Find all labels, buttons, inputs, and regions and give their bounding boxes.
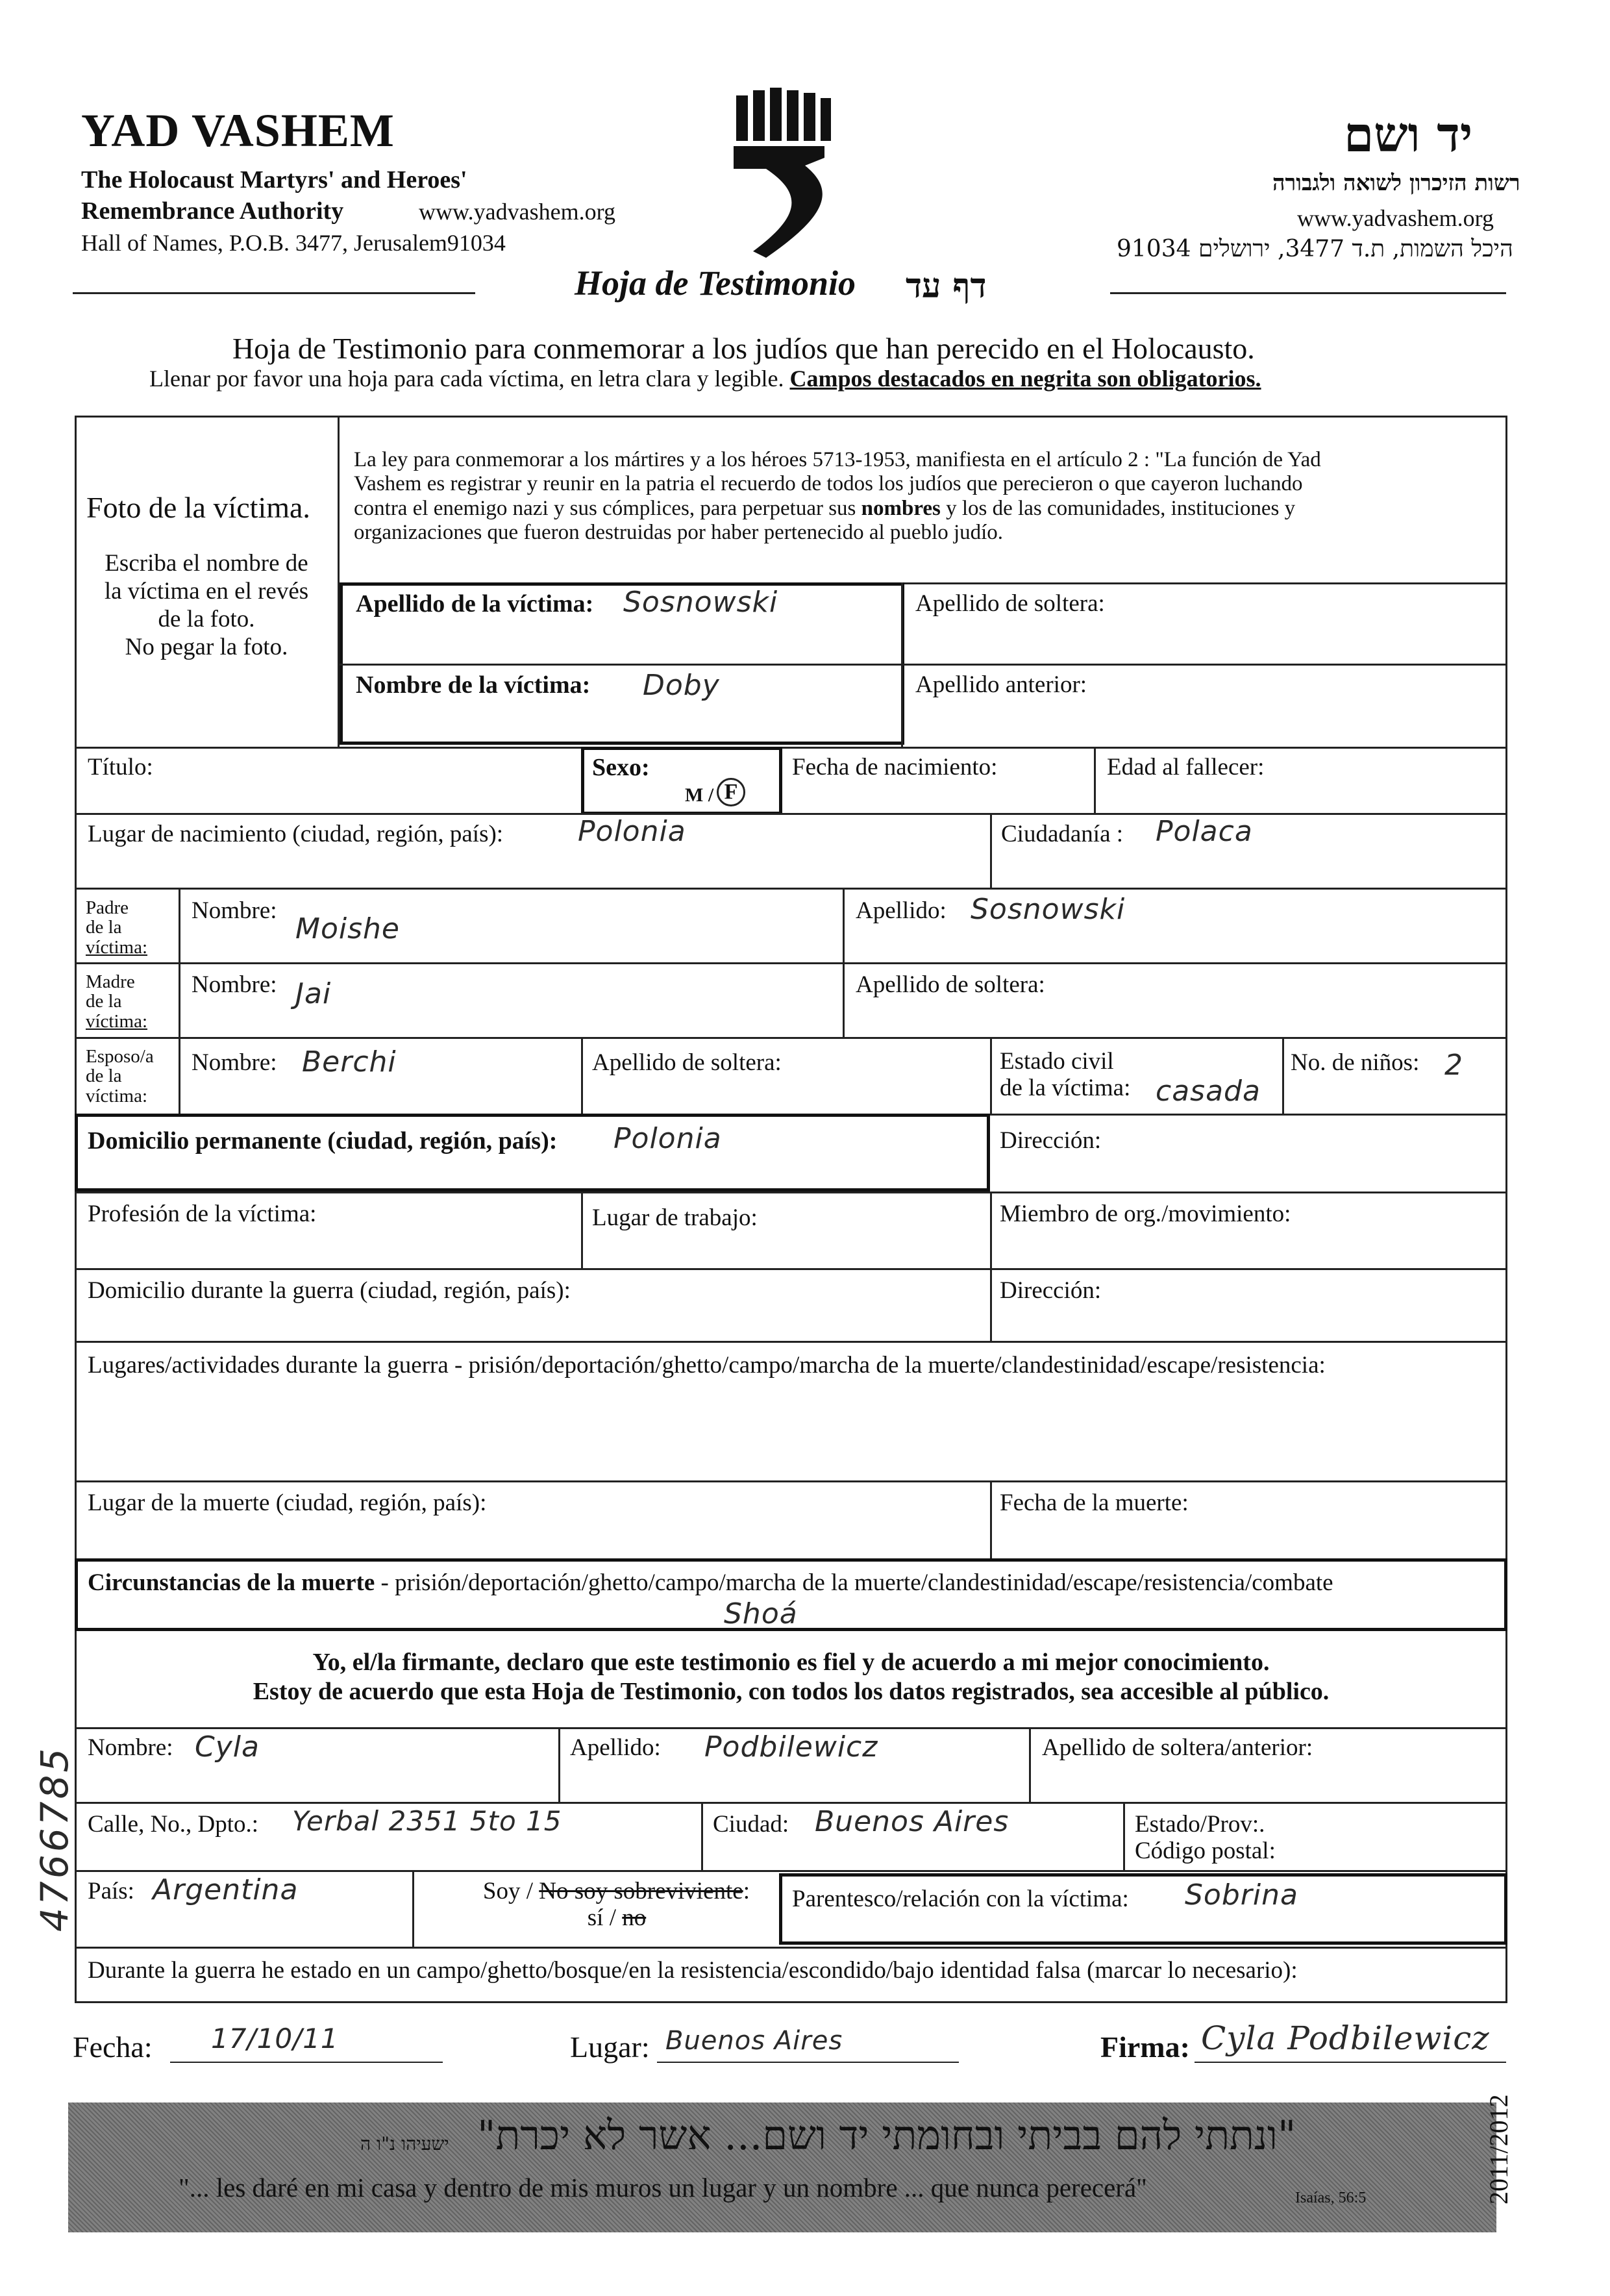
street-value[interactable]: Yerbal 2351 5to 15 — [292, 1805, 562, 1837]
civil-label-2: de la víctima: — [1000, 1074, 1131, 1101]
form-title-he: דף עד — [906, 266, 987, 306]
yad-vashem-logo — [727, 88, 837, 263]
law-line3-a: contra el enemigo nazi y sus cómplices, para perpetuar sus — [354, 496, 861, 520]
place-value[interactable]: Buenos Aires — [665, 2026, 843, 2056]
banner-es: "... les daré en mi casa y dentro de mis muros un lugar y un nombre ... que nunca perecerá" — [179, 2173, 1147, 2202]
father-name-value[interactable]: Moishe — [295, 912, 400, 945]
intro-line1: Hoja de Testimonio para conmemorar a los judíos que han perecido en el Holocausto. — [232, 332, 1255, 365]
submitter-surname-label: Apellido: — [570, 1734, 661, 1761]
photo-block — [77, 490, 336, 661]
date-value[interactable]: 17/10/11 — [211, 2023, 339, 2054]
law-text — [354, 448, 1321, 545]
sex-label: Sexo: — [592, 754, 650, 781]
date-label: Fecha: — [73, 2030, 153, 2064]
spouse-name-label: Nombre: — [192, 1049, 277, 1076]
photo-line1: Escriba el nombre de — [105, 550, 308, 577]
submitter-name-value[interactable]: Cyla — [195, 1730, 260, 1764]
law-line1: La ley para conmemorar a los mártires y a los héroes 5713-1953, manifiesta en el artículo 2 : "La función de Yad — [354, 448, 1321, 471]
title-label: Título: — [88, 754, 153, 780]
children-value[interactable]: 2 — [1444, 1049, 1463, 1082]
org-name-en: YAD VASHEM — [81, 105, 395, 156]
intro-line2-text: Llenar por favor una hoja para cada víctima, en letra clara y legible. — [149, 366, 784, 392]
father-side-2: de la — [86, 917, 122, 938]
law-line3 — [354, 497, 1321, 521]
law-line4: organizaciones que fueron destruidas por haber pertenecido al pueblo judío. — [354, 520, 1004, 544]
death-circ-label-rest: - prisión/deportación/ghetto/campo/marcha de la muerte/clandestinidad/escape/resistencia/combate — [375, 1569, 1333, 1596]
margin-stamp: 4766785 — [32, 1745, 77, 1932]
intro-required: Campos destacados en negrita son obligatorios. — [789, 366, 1261, 392]
survivor-line2 — [445, 1905, 750, 1932]
org-line2: The Holocaust Martyrs' and Heroes' — [81, 166, 467, 193]
declaration-line2: Estoy de acuerdo que esta Hoja de Testimonio, con todos los datos registrados, sea accesible al público. — [253, 1677, 1330, 1705]
previous-label: Apellido anterior: — [915, 671, 1087, 698]
member-label: Miembro de org./movimiento: — [1000, 1201, 1291, 1227]
survivor-label-a: Soy / — [482, 1878, 539, 1904]
declaration-line1: Yo, el/la firmante, declaro que este testimonio es fiel y de acuerdo a mi mejor conocimiento. — [312, 1649, 1270, 1676]
survivor-no: no — [622, 1904, 647, 1931]
city-value[interactable]: Buenos Aires — [815, 1805, 1009, 1838]
mother-side-label — [86, 972, 147, 1031]
website-left: www.yadvashem.org — [419, 199, 615, 225]
birthplace-value[interactable]: Polonia — [578, 815, 686, 848]
law-line2: Vashem es registrar y reunir en la patria el recuerdo de todos los judíos que perecieron o que cayeron luchando — [354, 472, 1303, 496]
address-left: Hall of Names, P.O.B. 3477, Jerusalem91034 — [81, 230, 506, 256]
submitter-maiden-label: Apellido de soltera/anterior: — [1042, 1734, 1313, 1761]
citizenship-value[interactable]: Polaca — [1156, 815, 1253, 848]
photo-title: Foto de la víctima. — [86, 491, 310, 524]
mother-name-label: Nombre: — [192, 971, 277, 998]
mother-side-3: víctima: — [86, 1010, 148, 1032]
signature-value[interactable]: Cyla Podbilewicz — [1201, 2019, 1490, 2057]
firstname-label: Nombre de la víctima: — [356, 671, 591, 699]
survivor-si: sí / — [587, 1904, 623, 1931]
mother-side-1: Madre — [86, 971, 135, 992]
children-label: No. de niños: — [1291, 1049, 1420, 1076]
war-status-label: Durante la guerra he estado en un campo/ghetto/bosque/en la resistencia/escondido/bajo identidad falsa (marcar lo necesario): — [88, 1957, 1298, 1984]
sex-f[interactable]: F — [717, 778, 745, 806]
edition-label: 2011/2012 — [1484, 2094, 1513, 2204]
spouse-maiden-label: Apellido de soltera: — [592, 1049, 782, 1076]
website-right: www.yadvashem.org — [1297, 205, 1494, 231]
banner-es-ref: Isaías, 56:5 — [1295, 2190, 1367, 2206]
father-surname-value[interactable]: Sosnowski — [971, 893, 1126, 926]
street-label: Calle, No., Dpto.: — [88, 1811, 259, 1838]
war-address-label: Dirección: — [1000, 1277, 1102, 1304]
war-residence-label: Domicilio durante la guerra (ciudad, región, país): — [88, 1277, 571, 1304]
residence-label: Domicilio permanente (ciudad, región, país): — [88, 1127, 558, 1154]
residence-value[interactable]: Polonia — [613, 1122, 722, 1155]
war-activities-label: Lugares/actividades durante la guerra - prisión/deportación/ghetto/campo/marcha de la muerte/clandestinidad/escape/resistencia: — [88, 1352, 1326, 1379]
father-side-3: víctima: — [86, 936, 148, 958]
photo-line2: la víctima en el revés — [104, 578, 309, 605]
address-right: היכל השמות, ת.ד 3477, ירושלים 91034 — [1117, 236, 1513, 262]
signature-label: Firma: — [1100, 2030, 1190, 2064]
submitter-surname-value[interactable]: Podbilewicz — [704, 1730, 878, 1764]
law-line3-c: y los de las comunidades, instituciones y — [940, 496, 1296, 520]
death-circ-label — [88, 1570, 1333, 1597]
spouse-side-2: de la — [86, 1066, 122, 1087]
death-date-label: Fecha de la muerte: — [1000, 1490, 1189, 1516]
father-surname-label: Apellido: — [856, 897, 947, 924]
spouse-side-1: Esposo/a — [86, 1046, 154, 1067]
surname-value[interactable]: Sosnowski — [623, 586, 778, 619]
address-label: Dirección: — [1000, 1127, 1102, 1154]
death-circ-value[interactable]: Shoá — [724, 1597, 798, 1630]
profession-label: Profesión de la víctima: — [88, 1201, 317, 1227]
submitter-name-label: Nombre: — [88, 1734, 173, 1761]
state-label: Estado/Prov:. — [1135, 1811, 1265, 1838]
photo-line4: No pegar la foto. — [125, 634, 288, 660]
father-side-1: Padre — [86, 897, 129, 918]
banner-he: "ונתתי להם בביתי ובחומתי יד ושם... אשר לא יכרת" — [477, 2112, 1296, 2159]
civil-label — [1000, 1049, 1130, 1101]
state-postal — [1135, 1812, 1276, 1864]
father-name-label: Nombre: — [192, 897, 277, 924]
birthplace-label: Lugar de nacimiento (ciudad, región, país): — [88, 821, 504, 847]
banner-he-ref: ישעיהו נ"ו ה — [360, 2133, 449, 2154]
civil-label-1: Estado civil — [1000, 1048, 1114, 1075]
sex-m: M / — [685, 784, 714, 806]
relation-value[interactable]: Sobrina — [1185, 1878, 1298, 1912]
mother-maiden-label: Apellido de soltera: — [856, 971, 1045, 998]
mother-name-value[interactable]: Jai — [295, 977, 332, 1010]
father-side-label — [86, 898, 147, 957]
photo-line3: de la foto. — [158, 606, 255, 632]
death-place-label: Lugar de la muerte (ciudad, región, país): — [88, 1490, 487, 1516]
civil-value[interactable]: casada — [1156, 1075, 1261, 1108]
spouse-side-3: víctima: — [86, 1085, 148, 1106]
spouse-side-label — [86, 1047, 154, 1106]
org-he-line2: רשות הזיכרון לשואה ולגבורה — [1272, 170, 1520, 196]
law-line3-b: nombres — [861, 496, 941, 520]
maiden-label: Apellido de soltera: — [915, 590, 1105, 617]
firstname-value[interactable]: Doby — [643, 669, 720, 702]
survivor-field[interactable] — [445, 1878, 750, 1931]
postal-label: Código postal: — [1135, 1837, 1276, 1864]
org-name-he: יד ושם — [1344, 107, 1473, 163]
intro-line2 — [149, 365, 1261, 392]
city-label: Ciudad: — [713, 1811, 789, 1838]
place-label: Lugar: — [570, 2030, 650, 2064]
country-label: País: — [88, 1878, 134, 1904]
mother-side-2: de la — [86, 991, 122, 1012]
workplace-label: Lugar de trabajo: — [592, 1204, 758, 1231]
country-value[interactable]: Argentina — [153, 1873, 299, 1906]
form-title: Hoja de Testimonio — [575, 264, 856, 303]
org-line3: Remembrance Authority — [81, 197, 344, 225]
survivor-line1 — [445, 1878, 750, 1905]
survivor-label-struck: No soy sobreviviente — [539, 1878, 743, 1904]
declaration — [75, 1648, 1507, 1706]
birth-date-label: Fecha de nacimiento: — [792, 754, 998, 780]
death-circ-label-bold: Circunstancias de la muerte — [88, 1569, 375, 1596]
survivor-label-b: : — [743, 1878, 750, 1904]
surname-label: Apellido de la víctima: — [356, 590, 594, 618]
relation-label: Parentesco/relación con la víctima: — [792, 1886, 1129, 1912]
citizenship-label: Ciudadanía : — [1001, 821, 1124, 847]
age-label: Edad al fallecer: — [1107, 754, 1265, 780]
spouse-name-value[interactable]: Berchi — [302, 1045, 397, 1079]
